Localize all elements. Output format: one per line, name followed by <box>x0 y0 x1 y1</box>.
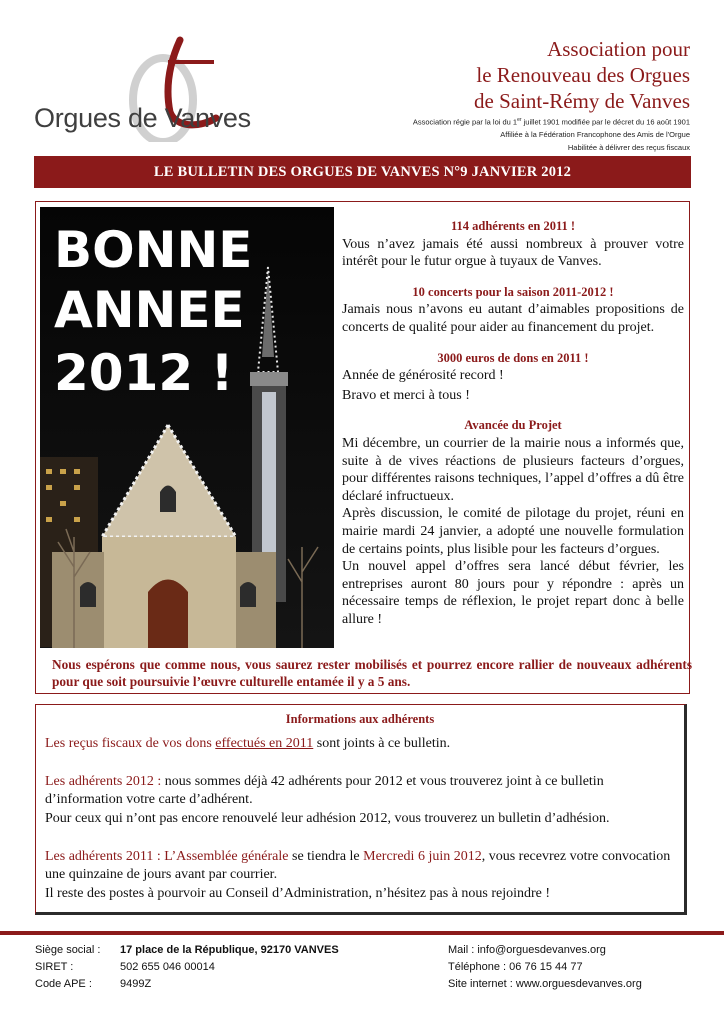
footer-ape-label: Code APE : <box>35 978 92 990</box>
footer-mail[interactable]: Mail : info@orguesdevanves.org <box>448 944 606 956</box>
footer-siret-label: SIRET : <box>35 961 74 973</box>
church-photo <box>40 207 334 648</box>
closing-message: Nous espérons que comme nous, vous saurez rester mobilisés et pourrez encore rallier de nouveaux adhérents pour que soit poursuivie l’œuvre culturelle entamée il y a 5 ans. <box>52 657 692 689</box>
news-column <box>342 218 684 628</box>
news-title-project: Avancée du Projet <box>464 418 562 433</box>
footer-phone: Téléphone : 06 76 15 44 77 <box>448 961 583 973</box>
legal-status-line: Association régie par la loi du 1er juillet 1901 modifiée par le décret du 16 août 1901 <box>412 117 690 127</box>
association-title-line-2: le Renouveau des Orgues <box>476 63 690 87</box>
news-text-donations-1: Année de générosité record ! <box>342 368 504 384</box>
footer-siege-label: Siège social : <box>35 944 101 956</box>
footer-siege-value: 17 place de la République, 92170 VANVES <box>120 944 339 956</box>
bulletin-banner: LE BULLETIN DES ORGUES DE VANVES N°9 JANVIER 2012 <box>34 156 691 188</box>
member-info-title: Informations aux adhérents <box>285 712 435 726</box>
board-positions-note: Il reste des postes à pourvoir au Conseil d’Administration, n’hésitez pas à nous rejoindre ! <box>45 886 551 901</box>
footer-ape-value: 9499Z <box>120 978 152 990</box>
news-title-members: 114 adhérents en 2011 ! <box>450 219 576 233</box>
general-assembly-note: Les adhérents 2011 : L’Assemblée générale se tiendra le Mercredi 6 juin 2012, vous recevrez votre convocation une quinzaine de jours avant par courrier. <box>45 849 671 882</box>
news-text-project-1: Mi décembre, un courrier de la mairie nous a informés que, suite à de vives réactions de plusieurs facteurs d’orgues, pour différentes raisons techniques, l’appel d’offres a dû être déclaré infructueux. <box>342 435 684 504</box>
news-text-project-2: Après discussion, le comité de pilotage du projet, réuni en mairie mardi 24 janvier, a adopté une nouvelle formulation de certains points, plus lisible pour les facteurs d’orgues. <box>342 506 684 557</box>
news-title-concerts: 10 concerts pour la saison 2011-2012 ! <box>412 284 614 299</box>
news-text-donations-2: Bravo et merci à tous ! <box>342 387 470 403</box>
footer-siret-value: 502 655 046 00014 <box>120 961 215 973</box>
church-illustration <box>40 207 334 648</box>
photo-caption-line-3: 2012 ! <box>54 344 234 402</box>
tax-receipts-note: Les reçus fiscaux de vos dons effectués en 2011 sont joints à ce bulletin. <box>45 736 451 751</box>
association-title-line-3: de Saint-Rémy de Vanves <box>474 89 690 113</box>
news-title-donations: 3000 euros de dons en 2011 ! <box>437 350 589 365</box>
photo-caption-line-1: BONNE <box>54 221 253 279</box>
news-text-project-3: Un nouvel appel d’offres sera lancé début février, les entreprises auront 80 jours pour y répondre : après un nécessaire temps de réflexion, le projet repart donc à belle allure ! <box>342 559 684 627</box>
news-text-members: Vous n’avez jamais été aussi nombreux à prouver votre intérêt pour le futur orgue à tuyaux de Vanves. <box>342 236 684 270</box>
association-title-line-1: Association pour <box>547 37 690 61</box>
footer-divider <box>0 931 724 935</box>
logo-text: Orgues de Vanves <box>34 103 251 133</box>
member-info <box>45 710 675 903</box>
renewal-note: Pour ceux qui n’ont pas encore renouvelé leur adhésion 2012, vous trouverez un bulletin d’adhésion. <box>45 811 610 826</box>
members-2012-note: Les adhérents 2012 : nous sommes déjà 42 adhérents pour 2012 et vous trouverez joint à ce bulletin d’information votre carte d’adhérent. <box>45 774 604 807</box>
photo-caption-line-2: ANNEE <box>54 281 245 339</box>
footer-website[interactable]: Site internet : www.orguesdevanves.org <box>448 978 642 990</box>
tax-receipt-line: Habilitée à délivrer des reçus fiscaux <box>567 143 690 152</box>
federation-line: Affiliée à la Fédération Francophone des Amis de l'Orgue <box>500 130 690 139</box>
news-text-concerts: Jamais nous n’avons eu autant d’aimables propositions de concerts de qualité pour aider au financement du projet. <box>342 302 684 335</box>
